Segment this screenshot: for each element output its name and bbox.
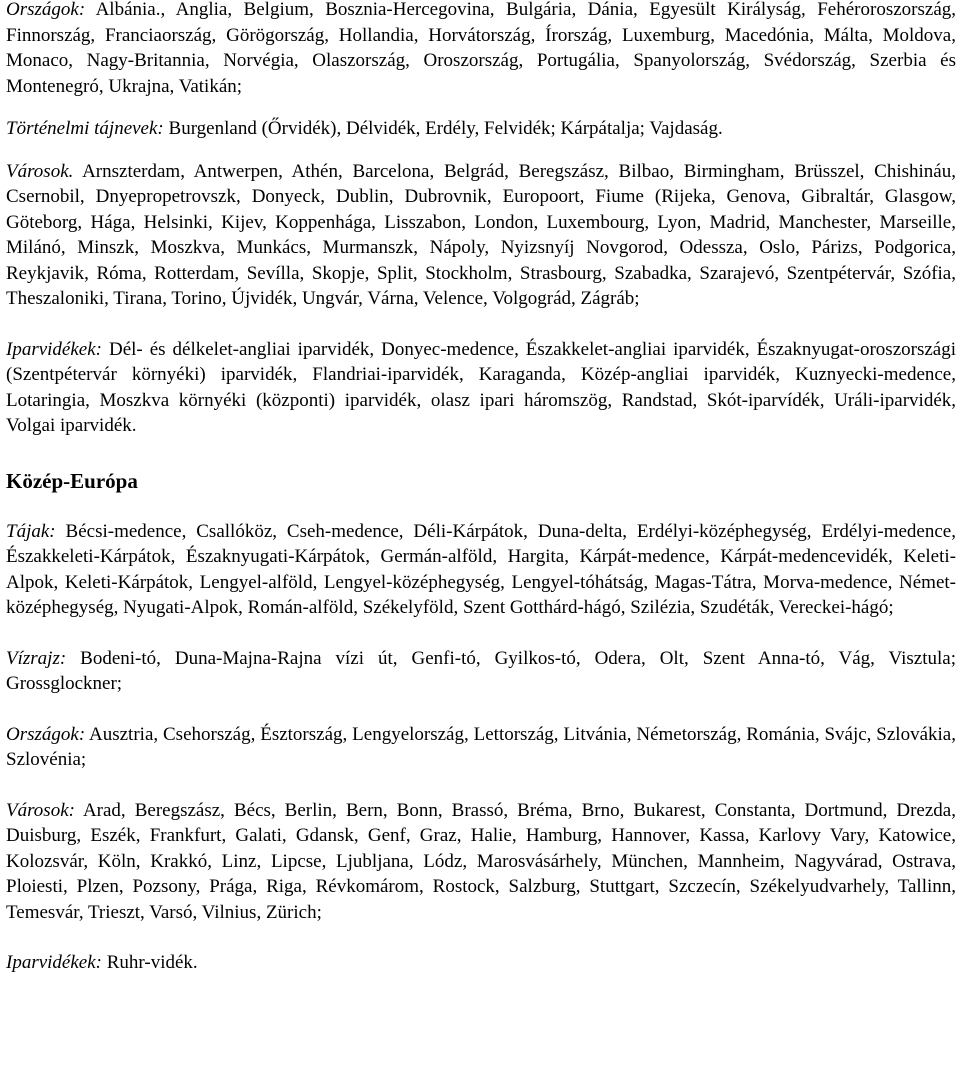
countries-text-2: Ausztria, Csehország, Észtország, Lengyelország, Lettország, Litvánia, Németország, Románia, Svájc, Szlovákia, Szlovénia; [6,723,956,770]
hydrography-paragraph [6,646,956,697]
industrial-regions-label-2: Iparvidékek: [6,952,102,973]
historical-regions-label: Történelmi tájnevek: [6,118,164,139]
countries-paragraph-1 [6,0,956,99]
cities-label-1: Városok. [6,160,74,182]
countries-label-2: Országok: [6,723,86,745]
industrial-regions-paragraph-1 [6,337,956,439]
hydrography-text: Bodeni-tó, Duna-Majna-Rajna vízi út, Genfi-tó, Gyilkos-tó, Odera, Olt, Szent Anna-tó, Vág, Visztula; Grossglockner; [6,647,956,694]
cities-label-2: Városok: [6,799,75,821]
countries-label-1: Országok: [6,0,86,20]
section-heading-central-europe: Közép-Európa [6,468,138,493]
historical-regions-text: Burgenland (Őrvidék), Délvidék, Erdély, Felvidék; Kárpátalja; Vajdaság. [163,118,723,139]
industrial-regions-paragraph-2 [6,950,956,976]
industrial-regions-text-2: Ruhr-vidék. [102,952,198,973]
industrial-regions-label-1: Iparvidékek: [6,338,102,360]
document-page [6,0,956,976]
landscapes-text: Bécsi-medence, Csallóköz, Cseh-medence, Déli-Kárpátok, Duna-delta, Erdélyi-középhegység, Erdélyi-medence, Északkeleti-Kárpátok, Északnyugati-Kárpátok, Germán-alföld, Hargita, Kárpát-medence, Kárpát-medencevidék, Keleti-Alpok, Keleti-Kárpátok, Lengyel-alföld, Lengyel-középhegység, Lengyel-tóhátság, Magas-Tátra, Morva-medence, Német-középhegység, Nyugati-Alpok, Román-alföld, Székelyföld, Szent Gotthárd-hágó, Szilézia, Szudéták, Vereckei-hágó; [6,520,956,618]
cities-text-1: Arnszterdam, Antwerpen, Athén, Barcelona, Belgrád, Beregszász, Bilbao, Birmingham, Brüsszel, Chishináu, Csernobil, Dnyepropetrovszk, Donyeck, Dublin, Dubrovnik, Europoort, Fiume (Rijeka, Genova, Gibraltár, Glasgow, Göteborg, Hága, Helsinki, Kijev, Koppenhága, Lisszabon, London, Luxembourg, Lyon, Madrid, Manchester, Marseille, Milánó, Minszk, Moszkva, Munkács, Murmanszk, Nápoly, Nyizsnyíj Novgorod, Odessza, Oslo, Párizs, Podgorica, Reykjavik, Róma, Rotterdam, Sevílla, Skopje, Split, Stockholm, Strasbourg, Szabadka, Szarajevó, Szentpétervár, Szófia, Theszaloniki, Tirana, Torino, Újvidék, Ungvár, Várna, Velence, Volgográd, Zágráb; [6,160,956,309]
countries-paragraph-2 [6,722,956,773]
landscapes-label: Tájak: [6,520,56,542]
historical-regions-paragraph [6,116,956,142]
cities-paragraph-1 [6,159,956,312]
cities-text-2: Arad, Beregszász, Bécs, Berlin, Bern, Bonn, Brassó, Bréma, Brno, Bukarest, Constanta, Dortmund, Drezda, Duisburg, Eszék, Frankfurt, Galati, Gdansk, Genf, Graz, Halie, Hamburg, Hannover, Kassa, Karlovy Vary, Katowice, Kolozsvár, Köln, Krakkó, Linz, Lipcse, Ljubljana, Lódz, Marosvásárhely, München, Mannheim, Nagyvárad, Ostrava, Ploiesti, Plzen, Pozsony, Prága, Riga, Révkomárom, Rostock, Salzburg, Stuttgart, Szczecín, Székelyudvarhely, Tallinn, Temesvár, Trieszt, Varsó, Vilnius, Zürich; [6,799,956,923]
countries-text-1: Albánia., Anglia, Belgium, Bosznia-Hercegovina, Bulgária, Dánia, Egyesült Királyság, Fehéroroszország, Finnország, Franciaország, Görögország, Hollandia, Horvátország, Írország, Luxemburg, Macedónia, Málta, Moldova, Monaco, Nagy-Britannia, Norvégia, Olaszország, Oroszország, Portugália, Spanyolország, Svédország, Szerbia és Montenegró, Ukrajna, Vatikán; [6,0,956,97]
industrial-regions-text-1: Dél- és délkelet-angliai iparvidék, Donyec-medence, Északkelet-angliai iparvidék, Északnyugat-oroszországi (Szentpétervár környéki) iparvidék, Flandriai-iparvidék, Karaganda, Közép-angliai iparvidék, Kuznyecki-medence, Lotaringia, Moszkva környéki (központi) iparvidék, olasz ipari háromszög, Randstad, Skót-iparvídék, Uráli-iparvidék, Volgai iparvidék. [6,338,956,436]
hydrography-label: Vízrajz: [6,647,67,669]
landscapes-paragraph [6,519,956,621]
cities-paragraph-2 [6,798,956,926]
